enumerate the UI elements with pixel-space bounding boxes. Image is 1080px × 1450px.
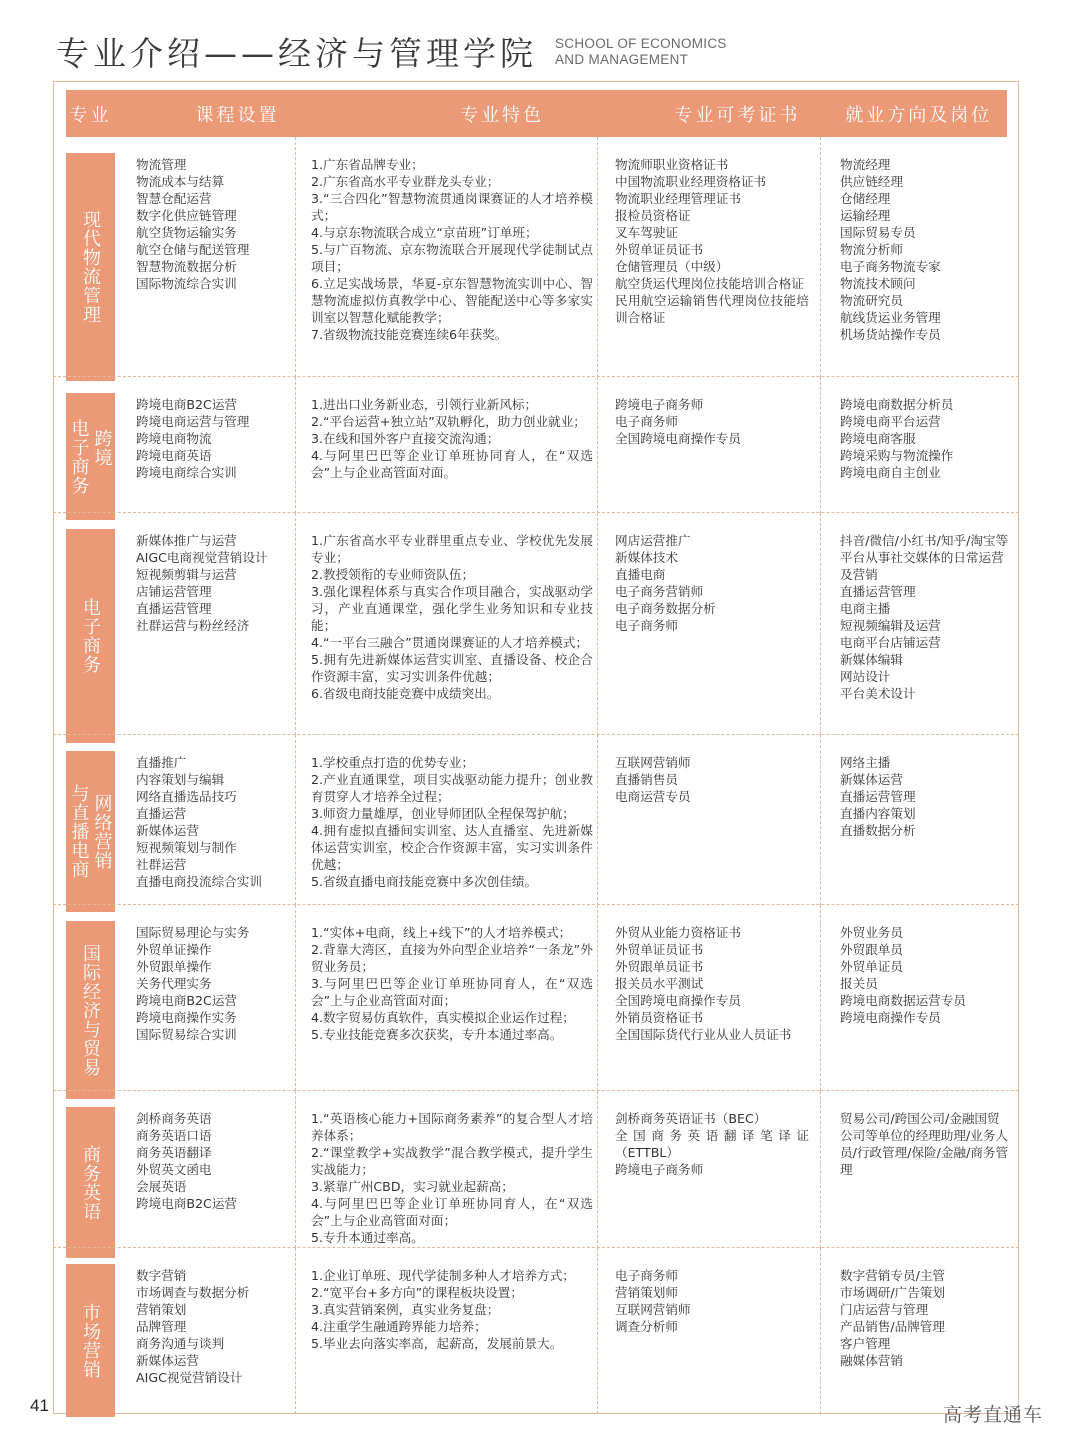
features-cell — [311, 1267, 593, 1352]
certificates-cell — [615, 1110, 809, 1178]
features-cell-item: 5.毕业去向落实率高，起薪高，发展前景大。 — [311, 1336, 563, 1351]
courses-cell — [136, 156, 249, 292]
column-divider — [597, 377, 598, 513]
features-cell-item: 6.省级电商技能竞赛中成绩突出。 — [311, 686, 500, 701]
page-subtitle-en — [555, 36, 727, 68]
certificates-cell — [615, 754, 809, 805]
careers-cell — [840, 1110, 1010, 1178]
features-cell-item: 4.“一平台三融合”贯通岗课赛证的人才培养模式； — [311, 635, 588, 650]
features-cell-item: 3.真实营销案例，真实业务复盘； — [311, 1302, 500, 1317]
features-cell-item: 3.紧靠广州CBD，实习就业起薪高； — [311, 1179, 514, 1194]
careers-cell — [840, 924, 1010, 1026]
courses-cell-item: 新媒体运营 — [136, 1353, 199, 1368]
column-divider — [295, 1091, 296, 1248]
features-cell-item: 5.省级直播电商技能竞赛中多次创佳绩。 — [311, 874, 538, 889]
careers-cell-item: 电商平台店铺运营 — [840, 635, 941, 650]
careers-cell — [840, 754, 1010, 839]
courses-cell-item: 会展英语 — [136, 1179, 187, 1194]
courses-cell-item: 内容策划与编辑 — [136, 772, 225, 787]
careers-cell-item: 供应链经理 — [840, 174, 903, 189]
column-divider — [295, 1248, 296, 1414]
header-features: 专业特色 — [460, 104, 545, 126]
courses-cell — [136, 532, 268, 634]
courses-cell-item: 短视频剪辑与运营 — [136, 567, 237, 582]
certificates-cell-item: 电子商务师 — [615, 1268, 678, 1283]
column-divider — [820, 137, 821, 377]
careers-cell-item: 物流经理 — [840, 157, 891, 172]
features-cell-item: 4.拥有虚拟直播间实训室、达人直播室、先进新媒体运营实训室，校企合作资源丰富，实习实训条件优越； — [311, 823, 593, 872]
careers-cell-item: 产品销售/品牌管理 — [840, 1319, 945, 1334]
careers-cell-item: 融媒体营销 — [840, 1353, 903, 1368]
features-cell — [311, 156, 593, 343]
courses-cell-item: 社群运营 — [136, 857, 187, 872]
careers-cell-item: 仓储经理 — [840, 191, 891, 206]
careers-cell-item: 网站设计 — [840, 669, 891, 684]
column-divider — [295, 905, 296, 1091]
certificates-cell-item: 报检员资格证 — [615, 208, 691, 223]
courses-cell-item: 社群运营与粉丝经济 — [136, 618, 250, 633]
certificates-cell-item: 外贸从业能力资格证书 — [615, 925, 741, 940]
careers-cell-item: 物流技术顾问 — [840, 276, 916, 291]
courses-cell-item: AIGC视觉营销设计 — [136, 1370, 243, 1385]
header-courses: 课程设置 — [195, 104, 280, 126]
courses-cell-item: 直播运营 — [136, 806, 187, 821]
courses-cell — [136, 924, 249, 1043]
careers-cell-item: 客户管理 — [840, 1336, 891, 1351]
header-certificates: 专业可考证书 — [674, 104, 801, 126]
careers-cell-item: 直播数据分析 — [840, 823, 916, 838]
careers-cell-item: 贸易公司/跨国公司/金融国贸公司等单位的经理助理/业务人员/行政管理/保险/金融/商务管理 — [840, 1111, 1009, 1177]
certificates-cell-item: 跨境电子商务师 — [615, 397, 704, 412]
courses-cell-item: 剑桥商务英语 — [136, 1111, 212, 1126]
column-divider — [597, 735, 598, 905]
careers-cell-item: 平台美术设计 — [840, 686, 916, 701]
table-row — [53, 1091, 1019, 1248]
certificates-cell-item: 直播销售员 — [615, 772, 678, 787]
courses-cell — [136, 1110, 237, 1212]
courses-cell-item: 直播电商投流综合实训 — [136, 874, 262, 889]
features-cell-item: 1.企业订单班、现代学徒制多种人才培养方式； — [311, 1268, 575, 1283]
careers-cell-item: 抖音/微信/小红书/知乎/淘宝等平台从事社交媒体的日常运营及营销 — [840, 533, 1009, 582]
features-cell-item: 2.“平台运营+独立站”双轨孵化，助力创业就业； — [311, 414, 586, 429]
careers-cell-item: 跨境电商自主创业 — [840, 465, 941, 480]
courses-cell-item: 外贸英文函电 — [136, 1162, 212, 1177]
table-row — [53, 1248, 1019, 1414]
features-cell-item: 1.学校重点打造的优势专业； — [311, 755, 475, 770]
features-cell — [311, 1110, 593, 1246]
subtitle-line-2: AND MANAGEMENT — [555, 51, 689, 67]
courses-cell-item: 物流管理 — [136, 157, 187, 172]
features-cell-item: 2.“课堂教学+实战教学”混合教学模式，提升学生实战能力； — [311, 1145, 593, 1177]
careers-cell-item: 物流研究员 — [840, 293, 903, 308]
courses-cell-item: 新媒体运营 — [136, 823, 199, 838]
major-label — [66, 921, 115, 1099]
careers-cell-item: 直播运营管理 — [840, 584, 916, 599]
features-cell-item: 2.背靠大湾区，直接为外向型企业培养“一条龙”外贸业务员； — [311, 942, 593, 974]
column-divider — [597, 1248, 598, 1414]
certificates-cell-item: 网店运营推广 — [615, 533, 691, 548]
major-label-text: 商务英语 — [80, 1144, 101, 1221]
column-divider — [820, 1091, 821, 1248]
courses-cell-item: 国际物流综合实训 — [136, 276, 237, 291]
certificates-cell-item: 剑桥商务英语证书（BEC） — [615, 1111, 767, 1126]
column-divider — [820, 1248, 821, 1414]
careers-cell — [840, 532, 1010, 702]
certificates-cell-item: 调查分析师 — [615, 1319, 678, 1334]
features-cell — [311, 924, 593, 1043]
certificates-cell-item: 航空货运代理岗位技能培训合格证 — [615, 276, 804, 291]
column-divider — [820, 735, 821, 905]
courses-cell-item: 航空货物运输实务 — [136, 225, 237, 240]
careers-cell-item: 市场调研/广告策划 — [840, 1285, 945, 1300]
features-cell-item: 4.与阿里巴巴等企业订单班协同育人，在“双选会”上与企业高管面对面。 — [311, 448, 593, 480]
courses-cell-item: 数字营销 — [136, 1268, 187, 1283]
certificates-cell-item: 全国国际货代行业从业人员证书 — [615, 1027, 792, 1042]
certificates-cell — [615, 924, 809, 1043]
courses-cell-item: 跨境电商B2C运营 — [136, 1196, 238, 1211]
certificates-cell-item: 互联网营销师 — [615, 1302, 691, 1317]
careers-cell-item: 跨境电商数据分析员 — [840, 397, 954, 412]
column-divider — [295, 513, 296, 735]
certificates-cell-item: 互联网营销师 — [615, 755, 691, 770]
certificates-cell-item: 全国商务英语翻译笔译证（ETTBL） — [615, 1128, 809, 1160]
certificates-cell-item: 全国跨境电商操作专员 — [615, 431, 741, 446]
column-divider — [597, 513, 598, 735]
certificates-cell-item: 全国跨境电商操作专员 — [615, 993, 741, 1008]
features-cell-item: 5.拥有先进新媒体运营实训室、直播设备、校企合作资源丰富，实习实训条件优越； — [311, 652, 593, 684]
features-cell-item: 2.广东省高水平专业群龙头专业； — [311, 174, 500, 189]
major-label-part: 跨境 — [91, 428, 113, 467]
certificates-cell-item: 民用航空运输销售代理岗位技能培训合格证 — [615, 293, 809, 325]
careers-cell-item: 外贸业务员 — [840, 925, 903, 940]
header-major: 专业 — [69, 104, 112, 126]
features-cell-item: 5.与广百物流、京东物流联合开展现代学徒制试点项目； — [311, 242, 593, 274]
courses-cell-item: 市场调查与数据分析 — [136, 1285, 250, 1300]
courses-cell-item: 品牌管理 — [136, 1319, 187, 1334]
watermark: 高考直通车 — [943, 1404, 1044, 1426]
major-label — [66, 393, 115, 520]
courses-cell — [136, 1267, 249, 1386]
careers-cell-item: 直播运营管理 — [840, 789, 916, 804]
table-row — [53, 905, 1019, 1091]
careers-cell-item: 电子商务物流专家 — [840, 259, 941, 274]
features-cell-item: 2.产业直通课堂，项目实战驱动能力提升；创业教育贯穿人才培养全过程； — [311, 772, 593, 804]
features-cell-item: 4.与京东物流联合成立“京苗班”订单班； — [311, 225, 538, 240]
certificates-cell-item: 叉车驾驶证 — [615, 225, 678, 240]
courses-cell-item: 网络直播选品技巧 — [136, 789, 237, 804]
page-number: 41 — [30, 1396, 49, 1415]
certificates-cell-item: 电子商务营销师 — [615, 584, 704, 599]
certificates-cell-item: 物流师职业资格证书 — [615, 157, 729, 172]
careers-cell-item: 电商主播 — [840, 601, 891, 616]
features-cell-item: 4.与阿里巴巴等企业订单班协同育人，在“双选会”上与企业高管面对面； — [311, 1196, 593, 1228]
features-cell-item: 5.专业技能竞赛多次获奖，专升本通过率高。 — [311, 1027, 563, 1042]
courses-cell-item: 国际贸易理论与实务 — [136, 925, 250, 940]
features-cell-item: 3.师资力量雄厚，创业导师团队全程保驾护航； — [311, 806, 575, 821]
courses-cell-item: 关务代理实务 — [136, 976, 212, 991]
table-header — [66, 90, 1007, 137]
major-label-text: 电子商务 — [80, 598, 101, 674]
courses-cell-item: 智慧仓配运营 — [136, 191, 212, 206]
column-divider — [820, 513, 821, 735]
header-careers: 就业方向及岗位 — [845, 104, 993, 126]
careers-cell-item: 数字营销专员/主管 — [840, 1268, 945, 1283]
courses-cell-item: 外贸单证操作 — [136, 942, 212, 957]
courses-cell-item: 跨境电商操作实务 — [136, 1010, 237, 1025]
certificates-cell-item: 外销员资格证书 — [615, 1010, 704, 1025]
courses-cell-item: 航空仓储与配送管理 — [136, 242, 250, 257]
features-cell-item: 1.“实体+电商，线上+线下”的人才培养模式； — [311, 925, 572, 940]
features-cell-item: 4.数字贸易仿真软件，真实模拟企业运作过程； — [311, 1010, 575, 1025]
certificates-cell-item: 外贸单证员证书 — [615, 242, 704, 257]
features-cell-item: 1.广东省品牌专业； — [311, 157, 424, 172]
column-divider — [295, 735, 296, 905]
courses-cell-item: 营销策划 — [136, 1302, 187, 1317]
careers-cell-item: 航线货运业务管理 — [840, 310, 941, 325]
careers-cell-item: 门店运营与管理 — [840, 1302, 929, 1317]
certificates-cell — [615, 156, 809, 326]
courses-cell-item: 智慧物流数据分析 — [136, 259, 237, 274]
careers-cell-item: 物流分析师 — [840, 242, 903, 257]
major-label — [66, 1107, 115, 1258]
courses-cell — [136, 396, 249, 481]
column-divider — [295, 137, 296, 377]
certificates-cell-item: 跨境电子商务师 — [615, 1162, 704, 1177]
certificates-cell-item: 报关员水平测试 — [615, 976, 704, 991]
table-row — [53, 513, 1019, 735]
major-label — [66, 751, 115, 912]
careers-cell-item: 国际贸易专员 — [840, 225, 916, 240]
courses-cell-item: 跨境电商B2C运营 — [136, 397, 238, 412]
certificates-cell — [615, 532, 809, 634]
features-cell-item: 3.在线和国外客户直接交流沟通； — [311, 431, 500, 446]
careers-cell-item: 网络主播 — [840, 755, 891, 770]
courses-cell — [136, 754, 262, 890]
major-label-columns — [69, 419, 113, 495]
major-label-part: 网络营销 — [91, 794, 113, 870]
courses-cell-item: 直播推广 — [136, 755, 187, 770]
major-label-part: 与直播电商 — [68, 784, 90, 879]
courses-cell-item: 短视频策划与制作 — [136, 840, 237, 855]
features-cell-item: 2.教授领衔的专业师资队伍； — [311, 567, 475, 582]
careers-cell-item: 外贸跟单员 — [840, 942, 903, 957]
careers-cell-item: 跨境采购与物流操作 — [840, 448, 954, 463]
features-cell — [311, 532, 593, 702]
features-cell — [311, 396, 593, 481]
courses-cell-item: 跨境电商综合实训 — [136, 465, 237, 480]
careers-cell-item: 运输经理 — [840, 208, 891, 223]
careers-cell-item: 跨境电商平台运营 — [840, 414, 941, 429]
courses-cell-item: 商务英语口语 — [136, 1128, 212, 1143]
features-cell-item: 2.“宽平台+多方向”的课程板块设置； — [311, 1285, 523, 1300]
column-divider — [597, 905, 598, 1091]
careers-cell-item: 外贸单证员 — [840, 959, 903, 974]
certificates-cell — [615, 1267, 809, 1335]
features-cell-item: 1.广东省高水平专业群里重点专业、学校优先发展专业； — [311, 533, 593, 565]
careers-cell — [840, 396, 1010, 481]
certificates-cell-item: 中国物流职业经理资格证书 — [615, 174, 767, 189]
table-row — [53, 735, 1019, 905]
major-label — [66, 1264, 115, 1417]
courses-cell-item: 新媒体推广与运营 — [136, 533, 237, 548]
major-label-text: 国际经济与贸易 — [80, 943, 101, 1077]
careers-cell — [840, 1267, 1010, 1369]
courses-cell-item: 物流成本与结算 — [136, 174, 225, 189]
major-label — [66, 153, 115, 381]
column-divider — [820, 905, 821, 1091]
certificates-cell-item: 外贸跟单员证书 — [615, 959, 704, 974]
major-label-text: 现代物流管理 — [80, 210, 101, 324]
page-title: 专业介绍——经济与管理学院 — [56, 34, 537, 73]
careers-cell — [840, 156, 1010, 343]
page-header — [56, 28, 727, 75]
careers-cell-item: 跨境电商客服 — [840, 431, 916, 446]
courses-cell-item: 跨境电商英语 — [136, 448, 212, 463]
careers-cell-item: 新媒体运营 — [840, 772, 903, 787]
careers-cell-item: 报关员 — [840, 976, 878, 991]
careers-cell-item: 新媒体编辑 — [840, 652, 903, 667]
courses-cell-item: 国际贸易综合实训 — [136, 1027, 237, 1042]
courses-cell-item: 跨境电商运营与管理 — [136, 414, 250, 429]
major-label-columns — [69, 784, 113, 879]
table-row — [53, 137, 1019, 377]
certificates-cell-item: 电子商务师 — [615, 414, 678, 429]
careers-cell-item: 跨境电商操作专员 — [840, 1010, 941, 1025]
courses-cell-item: AIGC电商视觉营销设计 — [136, 550, 268, 565]
features-cell-item: 3.“三合四化”智慧物流贯通岗课赛证的人才培养模式； — [311, 191, 593, 223]
column-divider — [597, 1091, 598, 1248]
certificates-cell-item: 电商运营专员 — [615, 789, 691, 804]
major-label-text: 市场营销 — [80, 1302, 101, 1379]
certificates-cell-item: 仓储管理员（中级） — [615, 259, 729, 274]
certificates-cell-item: 外贸单证员证书 — [615, 942, 704, 957]
certificates-cell-item: 电子商务师 — [615, 618, 678, 633]
column-divider — [820, 377, 821, 513]
certificates-cell-item: 物流职业经理管理证书 — [615, 191, 741, 206]
certificates-cell-item: 直播电商 — [615, 567, 666, 582]
courses-cell-item: 店铺运营管理 — [136, 584, 212, 599]
column-divider — [597, 137, 598, 377]
careers-cell-item: 短视频编辑及运营 — [840, 618, 941, 633]
careers-cell-item: 直播内容策划 — [840, 806, 916, 821]
careers-cell-item: 机场货站操作专员 — [840, 327, 941, 342]
subtitle-line-1: SCHOOL OF ECONOMICS — [555, 35, 727, 51]
features-cell-item: 6.立足实战场景，华夏-京东智慧物流实训中心、智慧物流虚拟仿真教学中心、智能配送中心等多家实训室以智慧化赋能教学； — [311, 276, 593, 325]
column-divider — [295, 377, 296, 513]
certificates-cell-item: 新媒体技术 — [615, 550, 678, 565]
features-cell-item: 7.省级物流技能竞赛连续6年获奖。 — [311, 327, 508, 342]
certificates-cell-item: 电子商务数据分析 — [615, 601, 716, 616]
courses-cell-item: 外贸跟单操作 — [136, 959, 212, 974]
major-label-part: 电子商务 — [68, 418, 90, 495]
table-row — [53, 377, 1019, 513]
features-cell — [311, 754, 593, 890]
certificates-cell — [615, 396, 809, 447]
features-cell-item: 1.“英语核心能力+国际商务素养”的复合型人才培养体系； — [311, 1111, 593, 1143]
features-cell-item: 5.专升本通过率高。 — [311, 1230, 424, 1245]
courses-cell-item: 跨境电商B2C运营 — [136, 993, 238, 1008]
features-cell-item: 1.进出口业务新业态，引领行业新风标； — [311, 397, 538, 412]
courses-cell-item: 商务沟通与谈判 — [136, 1336, 225, 1351]
courses-cell-item: 直播运营管理 — [136, 601, 212, 616]
features-cell-item: 3.强化课程体系与真实合作项目融合，实战驱动学习，产业直通课堂，强化学生业务知识和专业技能； — [311, 584, 593, 633]
features-cell-item: 4.注重学生融通跨界能力培养； — [311, 1319, 487, 1334]
courses-cell-item: 数字化供应链管理 — [136, 208, 237, 223]
major-label — [66, 529, 115, 743]
careers-cell-item: 跨境电商数据运营专员 — [840, 993, 966, 1008]
courses-cell-item: 跨境电商物流 — [136, 431, 212, 446]
features-cell-item: 3.与阿里巴巴等企业订单班协同育人，在“双选会”上与企业高管面对面； — [311, 976, 593, 1008]
certificates-cell-item: 营销策划师 — [615, 1285, 678, 1300]
courses-cell-item: 商务英语翻译 — [136, 1145, 212, 1160]
